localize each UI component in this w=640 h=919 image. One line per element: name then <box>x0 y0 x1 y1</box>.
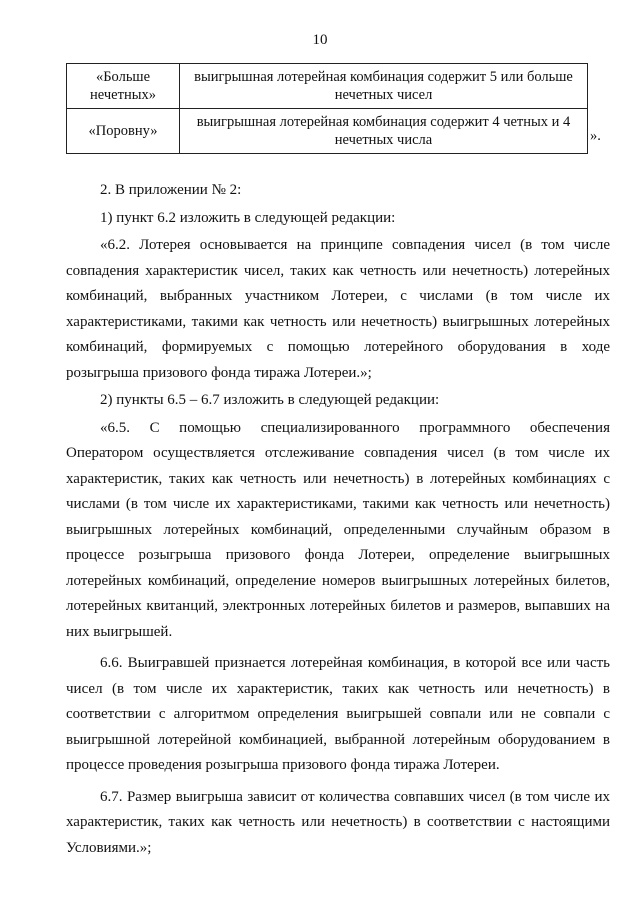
table-cell-description: выигрышная лотерейная комбинация содержит 4 четных и 4 нечетных числа <box>180 109 588 154</box>
paragraph-6-6: 6.6. Выигравшей признается лотерейная комбинация, в которой все или часть чисел (в том числе их характеристик, таких как четность или нечетность) в соответствии с алгоритмом определения выигрышей совпали или не совпали с выигрышной лотерейной комбинацией, выбранной лотерейным оборудованием в процессе проведения розыгрыша призового фонда тиража Лотереи. <box>66 655 610 773</box>
paragraph-appendix-2: 2. В приложении № 2: <box>100 182 242 198</box>
paragraph-6-2: «6.2. Лотерея основывается на принципе совпадения чисел (в том числе совпадения характеристик чисел, таких как четность или нечетность) лотерейных комбинаций, выбранных участником Лотереи, с числами (в том числе их характеристиками, такими как четность или нечетность) выигрышных лотерейных комбинаций, формируемых с помощью лотерейного оборудования в ходе розыгрыша призового фонда тиража Лотереи.»; <box>66 237 610 381</box>
table-closing-quote: ». <box>590 128 601 144</box>
table-row <box>67 64 588 109</box>
paragraph-6-7: 6.7. Размер выигрыша зависит от количества совпавших чисел (в том числе их характеристик, таких как четность или нечетность) в соответствии с настоящими Условиями.»; <box>66 788 610 856</box>
winning-combinations-table <box>66 63 588 154</box>
table-cell-description: выигрышная лотерейная комбинация содержит 5 или больше нечетных чисел <box>180 64 588 109</box>
table-cell-name: «Больше нечетных» <box>67 64 180 109</box>
page-number: 10 <box>312 32 328 48</box>
body-text <box>66 178 610 861</box>
table-row <box>67 109 588 154</box>
paragraph-item-1: 1) пункт 6.2 изложить в следующей редакции: <box>100 209 396 226</box>
paragraph-item-2: 2) пункты 6.5 – 6.7 изложить в следующей редакции: <box>100 392 440 408</box>
table-cell-name: «Поровну» <box>67 109 180 154</box>
paragraph-6-5: «6.5. С помощью специализированного программного обеспечения Оператором осуществляется отслеживание совпадения чисел (в том числе их характеристик, таких как четность или нечетность) в лотерейных комбинациях с числами (в том числе их характеристиками, такими как четность или нечетность) выигрышных лотерейных комбинаций, определенными случайным образом в процессе розыгрыша призового фонда Лотереи, определение выигрышных лотерейных комбинаций, определение номеров выигрышных лотерейных билетов, лотерейных квитанций, электронных лотерейных билетов и размеров, выпавших на них выигрышей. <box>66 419 610 640</box>
